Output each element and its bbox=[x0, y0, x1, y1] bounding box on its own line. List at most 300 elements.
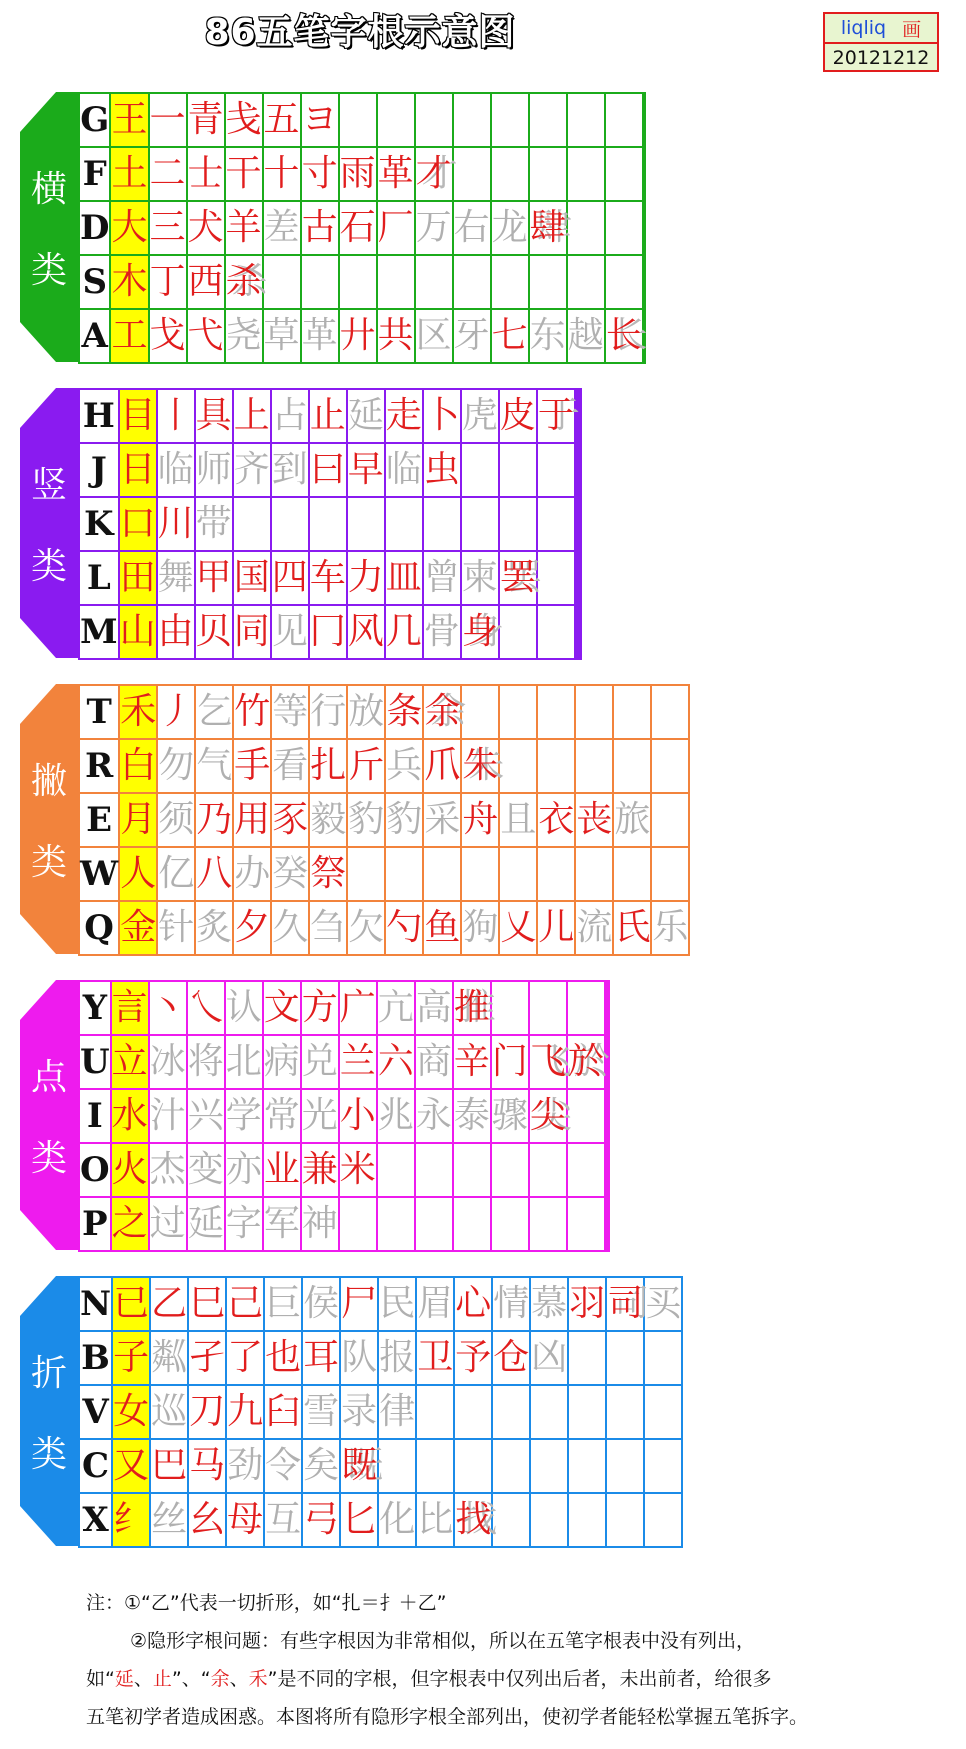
radical-cell: 共 bbox=[377, 309, 415, 363]
empty-cell bbox=[492, 1385, 530, 1439]
radical-cell: 师 bbox=[195, 443, 233, 497]
note-text: ”是不同的字根，但字根表中仅列出后者，未出前者，给很多 bbox=[267, 1668, 772, 1690]
radical-cell: 放 bbox=[347, 685, 385, 739]
key-main-radical: 言 bbox=[111, 981, 149, 1035]
radical-cell: 幺 bbox=[188, 1493, 226, 1547]
key-row-y bbox=[79, 981, 609, 1035]
radical-cell: 临 bbox=[157, 443, 195, 497]
radical-cell: 雨 bbox=[339, 147, 377, 201]
radical-cell: 炙 bbox=[195, 901, 233, 955]
author-date: 20121212 bbox=[832, 47, 930, 69]
key-letter: Y bbox=[79, 981, 111, 1035]
empty-cell bbox=[461, 497, 499, 551]
key-main-radical: 土 bbox=[110, 147, 148, 201]
radical-cell: 推 bbox=[453, 981, 491, 1035]
empty-cell bbox=[606, 1493, 644, 1547]
radical-cell: 舟 bbox=[461, 793, 499, 847]
empty-cell bbox=[491, 93, 529, 147]
radical-cell: 须 bbox=[157, 793, 195, 847]
radical-cell: 八 bbox=[195, 847, 233, 901]
section-label-char: 类 bbox=[30, 250, 67, 291]
section-grid bbox=[78, 684, 690, 956]
radical-cell: 常 bbox=[263, 1089, 301, 1143]
radical-cell: ヨ bbox=[301, 93, 339, 147]
section-label-char: 折 bbox=[30, 1353, 67, 1394]
empty-cell bbox=[575, 739, 613, 793]
radical-cell: 兆 bbox=[377, 1089, 415, 1143]
note-line-4: 五笔初学者造成困惑。本图将所有隐形字根全部列出，使初学者能轻松掌握五笔拆字。 bbox=[86, 1706, 809, 1728]
radical-cell: 等 bbox=[271, 685, 309, 739]
empty-cell bbox=[643, 147, 645, 201]
key-letter: I bbox=[79, 1089, 111, 1143]
key-letter: V bbox=[79, 1385, 112, 1439]
radical-cell: 七 bbox=[491, 309, 529, 363]
section-label-char: 类 bbox=[30, 546, 67, 587]
radical-cell: 乃 bbox=[195, 793, 233, 847]
empty-cell bbox=[643, 93, 645, 147]
radical-cell: 久 bbox=[271, 901, 309, 955]
radical-cell: 门 bbox=[491, 1035, 529, 1089]
radical-cell: 到 bbox=[271, 443, 309, 497]
radical-cell: 广 bbox=[339, 981, 377, 1035]
radical-cell: 行 bbox=[309, 685, 347, 739]
radical-cell: 心 bbox=[454, 1277, 492, 1331]
radical-cell: 眉 bbox=[416, 1277, 454, 1331]
radical-cell: 见 bbox=[271, 605, 309, 659]
key-letter: T bbox=[79, 685, 119, 739]
radical-cell: 令 bbox=[264, 1439, 302, 1493]
empty-cell bbox=[537, 551, 575, 605]
radical-cell: 商 bbox=[415, 1035, 453, 1089]
empty-cell bbox=[568, 1385, 606, 1439]
radical-cell: 慕 bbox=[530, 1277, 568, 1331]
empty-cell bbox=[607, 1197, 609, 1251]
key-row-d bbox=[79, 201, 645, 255]
radical-cell: 川 bbox=[157, 497, 195, 551]
radical-cell: 于 bbox=[537, 389, 575, 443]
key-letter: C bbox=[79, 1439, 112, 1493]
radical-cell: 侯 bbox=[302, 1277, 340, 1331]
note-line-2: ②隐形字根问题：有些字根因为非常相似，所以在五笔字根表中没有列出， bbox=[130, 1630, 756, 1652]
radical-cell: 亢 bbox=[377, 981, 415, 1035]
radical-cell: 弋 bbox=[187, 309, 225, 363]
empty-cell bbox=[644, 1385, 682, 1439]
key-letter: X bbox=[79, 1493, 112, 1547]
empty-cell bbox=[492, 1439, 530, 1493]
empty-cell bbox=[529, 1197, 567, 1251]
empty-cell bbox=[606, 1385, 644, 1439]
radical-cell: 军 bbox=[263, 1197, 301, 1251]
radical-cell: 队 bbox=[340, 1331, 378, 1385]
radical-cell: 甲 bbox=[195, 551, 233, 605]
radical-cell: 粼 bbox=[150, 1331, 188, 1385]
radical-cell: 五 bbox=[263, 93, 301, 147]
key-row-s bbox=[79, 255, 645, 309]
radical-cell: 朱 bbox=[461, 739, 499, 793]
radical-cell: 龙 bbox=[491, 201, 529, 255]
empty-cell bbox=[499, 443, 537, 497]
radical-cell: 乐 bbox=[651, 901, 689, 955]
empty-cell bbox=[339, 1197, 377, 1251]
key-letter: S bbox=[79, 255, 110, 309]
radical-cell: 石 bbox=[339, 201, 377, 255]
radical-cell: 长 bbox=[605, 309, 643, 363]
radical-cell: 早 bbox=[347, 443, 385, 497]
key-main-radical: 金 bbox=[119, 901, 157, 955]
empty-cell bbox=[499, 685, 537, 739]
empty-cell bbox=[339, 255, 377, 309]
radical-cell: 丧 bbox=[575, 793, 613, 847]
radical-cell: 占 bbox=[271, 389, 309, 443]
radical-cell: 鱼 bbox=[423, 901, 461, 955]
key-row-l bbox=[79, 551, 581, 605]
key-letter: A bbox=[79, 309, 110, 363]
note-line-3 bbox=[86, 1660, 946, 1698]
empty-cell bbox=[537, 847, 575, 901]
radical-cell: 羽 bbox=[568, 1277, 606, 1331]
radical-cell: 律 bbox=[378, 1385, 416, 1439]
key-main-radical: 立 bbox=[111, 1035, 149, 1089]
empty-cell bbox=[567, 93, 605, 147]
radical-cell: 互 bbox=[264, 1493, 302, 1547]
note-line-1: 注：①“乙”代表一切折形，如“扎＝扌＋乙” bbox=[86, 1592, 447, 1614]
key-letter: K bbox=[79, 497, 119, 551]
radical-cell: 齐 bbox=[233, 443, 271, 497]
page-title: 86五笔字根示意图 bbox=[204, 12, 516, 53]
radical-cell: 兵 bbox=[385, 739, 423, 793]
key-main-radical: 人 bbox=[119, 847, 157, 901]
radical-cell: 几 bbox=[385, 605, 423, 659]
key-main-radical: 水 bbox=[111, 1089, 149, 1143]
key-row-o bbox=[79, 1143, 609, 1197]
radical-cell: 曰 bbox=[309, 443, 347, 497]
radical-cell: 米 bbox=[339, 1143, 377, 1197]
empty-cell bbox=[567, 147, 605, 201]
radical-cell: 且 bbox=[499, 793, 537, 847]
key-main-radical: 口 bbox=[119, 497, 157, 551]
radical-cell: 越 bbox=[567, 309, 605, 363]
radical-cell: 尸 bbox=[340, 1277, 378, 1331]
radical-cell: 走 bbox=[385, 389, 423, 443]
radical-cell: 右 bbox=[453, 201, 491, 255]
empty-cell bbox=[499, 739, 537, 793]
radical-cell: 止 bbox=[309, 389, 347, 443]
empty-cell bbox=[491, 147, 529, 201]
radical-cell: 勺 bbox=[385, 901, 423, 955]
radical-cell: 予 bbox=[454, 1331, 492, 1385]
radical-cell: 泰 bbox=[453, 1089, 491, 1143]
key-row-f bbox=[79, 147, 645, 201]
radical-cell: 革 bbox=[301, 309, 339, 363]
empty-cell bbox=[454, 1385, 492, 1439]
empty-cell bbox=[347, 497, 385, 551]
radical-cell: 耳 bbox=[302, 1331, 340, 1385]
note-highlight: 延 bbox=[114, 1668, 134, 1690]
section-label bbox=[20, 1000, 78, 1230]
empty-cell bbox=[453, 93, 491, 147]
empty-cell bbox=[607, 981, 609, 1035]
empty-cell bbox=[579, 389, 581, 443]
radical-cell: 情 bbox=[492, 1277, 530, 1331]
section-grid bbox=[78, 388, 582, 660]
radical-cell: 爪 bbox=[423, 739, 461, 793]
empty-cell bbox=[453, 147, 491, 201]
radical-cell: 比 bbox=[416, 1493, 454, 1547]
radical-cell: 方 bbox=[301, 981, 339, 1035]
empty-cell bbox=[644, 1439, 682, 1493]
radical-cell: 羊 bbox=[225, 201, 263, 255]
radical-cell: 母 bbox=[226, 1493, 264, 1547]
radical-cell: 条 bbox=[385, 685, 423, 739]
key-row-x bbox=[79, 1493, 682, 1547]
empty-cell bbox=[607, 1035, 609, 1089]
radical-cell: 找 bbox=[454, 1493, 492, 1547]
empty-cell bbox=[579, 443, 581, 497]
empty-cell bbox=[415, 1197, 453, 1251]
note-text: 如“ bbox=[86, 1668, 115, 1690]
empty-cell bbox=[530, 1493, 568, 1547]
radical-cell: 气 bbox=[195, 739, 233, 793]
empty-cell bbox=[491, 1197, 529, 1251]
empty-cell bbox=[263, 255, 301, 309]
radical-cell: 贝 bbox=[195, 605, 233, 659]
radical-cell: 辛 bbox=[453, 1035, 491, 1089]
key-letter: N bbox=[79, 1277, 112, 1331]
empty-cell bbox=[233, 497, 271, 551]
radical-cell: 草 bbox=[263, 309, 301, 363]
radical-cell: 兴 bbox=[187, 1089, 225, 1143]
radical-cell: 文 bbox=[263, 981, 301, 1035]
empty-cell bbox=[271, 497, 309, 551]
radical-cell: 国 bbox=[233, 551, 271, 605]
radical-cell: 巨 bbox=[264, 1277, 302, 1331]
empty-cell bbox=[529, 1143, 567, 1197]
radical-cell: 三 bbox=[149, 201, 187, 255]
empty-cell bbox=[567, 1197, 605, 1251]
radical-cell: 延 bbox=[347, 389, 385, 443]
radical-cell: 儿 bbox=[537, 901, 575, 955]
empty-cell bbox=[377, 93, 415, 147]
radical-cell: 冰 bbox=[149, 1035, 187, 1089]
empty-cell bbox=[385, 847, 423, 901]
empty-cell bbox=[415, 1143, 453, 1197]
radical-cell: 风 bbox=[347, 605, 385, 659]
radical-cell: 兼 bbox=[301, 1143, 339, 1197]
radical-cell: 认 bbox=[225, 981, 263, 1035]
empty-cell bbox=[454, 1439, 492, 1493]
radical-cell: 马 bbox=[188, 1439, 226, 1493]
radical-cell: 癸 bbox=[271, 847, 309, 901]
radical-cell: 卜 bbox=[423, 389, 461, 443]
radical-cell: 飞 bbox=[529, 1035, 567, 1089]
radical-cell: 丶 bbox=[149, 981, 187, 1035]
radical-cell: 曾 bbox=[423, 551, 461, 605]
radical-cell: 乞 bbox=[195, 685, 233, 739]
note-text: ”、“ bbox=[171, 1668, 211, 1690]
empty-cell bbox=[499, 605, 537, 659]
empty-cell bbox=[385, 497, 423, 551]
empty-cell bbox=[605, 255, 643, 309]
radical-cell: 虫 bbox=[423, 443, 461, 497]
key-letter: O bbox=[79, 1143, 111, 1197]
key-letter: L bbox=[79, 551, 119, 605]
empty-cell bbox=[613, 847, 651, 901]
empty-cell bbox=[579, 551, 581, 605]
key-letter: W bbox=[79, 847, 119, 901]
section-label-char: 横 bbox=[30, 169, 67, 210]
radical-cell: 北 bbox=[225, 1035, 263, 1089]
radical-cell: 凶 bbox=[530, 1331, 568, 1385]
radical-cell: 丁 bbox=[149, 255, 187, 309]
radical-cell: 劲 bbox=[226, 1439, 264, 1493]
empty-cell bbox=[301, 255, 339, 309]
empty-cell bbox=[461, 443, 499, 497]
radical-cell: 旅 bbox=[613, 793, 651, 847]
radical-cell: 办 bbox=[233, 847, 271, 901]
radical-cell: 勿 bbox=[157, 739, 195, 793]
section-label bbox=[20, 408, 78, 638]
radical-cell: 由 bbox=[157, 605, 195, 659]
radical-cell: 丨 bbox=[157, 389, 195, 443]
empty-cell bbox=[651, 739, 689, 793]
radical-cell: 臼 bbox=[264, 1385, 302, 1439]
radical-cell: 四 bbox=[271, 551, 309, 605]
empty-cell bbox=[568, 1439, 606, 1493]
radical-cell: 戈 bbox=[149, 309, 187, 363]
radical-cell: 刀 bbox=[188, 1385, 226, 1439]
empty-cell bbox=[651, 793, 689, 847]
radical-cell: 雪 bbox=[302, 1385, 340, 1439]
radical-cell: 学 bbox=[225, 1089, 263, 1143]
empty-cell bbox=[643, 255, 645, 309]
empty-cell bbox=[491, 1143, 529, 1197]
empty-cell bbox=[453, 1143, 491, 1197]
empty-cell bbox=[416, 1385, 454, 1439]
key-letter: J bbox=[79, 443, 119, 497]
empty-cell bbox=[491, 255, 529, 309]
radical-cell: 十 bbox=[263, 147, 301, 201]
radical-cell: 虎 bbox=[461, 389, 499, 443]
key-letter: Q bbox=[79, 901, 119, 955]
radical-cell: 二 bbox=[149, 147, 187, 201]
note-highlight: 禾 bbox=[248, 1668, 268, 1690]
empty-cell bbox=[606, 1439, 644, 1493]
empty-cell bbox=[568, 1331, 606, 1385]
section-label bbox=[20, 704, 78, 934]
empty-cell bbox=[529, 981, 567, 1035]
empty-cell bbox=[607, 1089, 609, 1143]
empty-cell bbox=[530, 1385, 568, 1439]
radical-cell: 巡 bbox=[150, 1385, 188, 1439]
radical-cell: 骤 bbox=[491, 1089, 529, 1143]
key-row-p bbox=[79, 1197, 609, 1251]
empty-cell bbox=[568, 1493, 606, 1547]
radical-cell: 了 bbox=[226, 1331, 264, 1385]
radical-cell: 才 bbox=[415, 147, 453, 201]
empty-cell bbox=[613, 685, 651, 739]
key-row-v bbox=[79, 1385, 682, 1439]
radical-cell: 东 bbox=[529, 309, 567, 363]
key-row-c bbox=[79, 1439, 682, 1493]
radical-cell: 也 bbox=[264, 1331, 302, 1385]
radical-cell: 皿 bbox=[385, 551, 423, 605]
key-row-r bbox=[79, 739, 689, 793]
radical-cell: 丿 bbox=[157, 685, 195, 739]
section-grid bbox=[78, 1276, 683, 1548]
key-letter: F bbox=[79, 147, 110, 201]
radical-cell: 尖 bbox=[529, 1089, 567, 1143]
radical-cell: 具 bbox=[195, 389, 233, 443]
radical-cell: 临 bbox=[385, 443, 423, 497]
empty-cell bbox=[423, 497, 461, 551]
empty-cell bbox=[537, 497, 575, 551]
empty-cell bbox=[644, 1331, 682, 1385]
radical-cell: 祭 bbox=[309, 847, 347, 901]
empty-cell bbox=[377, 1143, 415, 1197]
radical-cell: 兑 bbox=[301, 1035, 339, 1089]
radical-cell: 仓 bbox=[492, 1331, 530, 1385]
key-main-radical: 纟 bbox=[112, 1493, 150, 1547]
empty-cell bbox=[461, 847, 499, 901]
empty-cell bbox=[377, 255, 415, 309]
key-main-radical: 子 bbox=[112, 1331, 150, 1385]
empty-cell bbox=[567, 981, 605, 1035]
radical-cell: 戋 bbox=[225, 93, 263, 147]
empty-cell bbox=[529, 93, 567, 147]
radical-cell: 古 bbox=[301, 201, 339, 255]
empty-cell bbox=[651, 685, 689, 739]
empty-cell bbox=[643, 201, 645, 255]
empty-cell bbox=[416, 1439, 454, 1493]
key-main-radical: 木 bbox=[110, 255, 148, 309]
radical-cell: 流 bbox=[575, 901, 613, 955]
radical-cell: 巴 bbox=[150, 1439, 188, 1493]
radical-cell: 杰 bbox=[149, 1143, 187, 1197]
radical-cell: 巳 bbox=[188, 1277, 226, 1331]
key-main-radical: 白 bbox=[119, 739, 157, 793]
radical-cell: 带 bbox=[195, 497, 233, 551]
empty-cell bbox=[651, 847, 689, 901]
radical-cell: 舞 bbox=[157, 551, 195, 605]
radical-cell: 牙 bbox=[453, 309, 491, 363]
key-letter: B bbox=[79, 1331, 112, 1385]
radical-cell: 高 bbox=[415, 981, 453, 1035]
radical-cell: 罢 bbox=[499, 551, 537, 605]
radical-cell: 报 bbox=[378, 1331, 416, 1385]
key-row-q bbox=[79, 901, 689, 955]
key-row-k bbox=[79, 497, 581, 551]
key-row-u bbox=[79, 1035, 609, 1089]
empty-cell bbox=[567, 201, 605, 255]
radical-cell: 豕 bbox=[271, 793, 309, 847]
empty-cell bbox=[537, 739, 575, 793]
radical-cell: 乂 bbox=[499, 901, 537, 955]
radical-cell: 延 bbox=[187, 1197, 225, 1251]
key-row-a bbox=[79, 309, 645, 363]
radical-cell: 差 bbox=[263, 201, 301, 255]
key-main-radical: 月 bbox=[119, 793, 157, 847]
radical-cell: 皮 bbox=[499, 389, 537, 443]
radical-cell: 青 bbox=[187, 93, 225, 147]
radical-cell: 冂 bbox=[309, 605, 347, 659]
empty-cell bbox=[575, 685, 613, 739]
radical-cell: 永 bbox=[415, 1089, 453, 1143]
key-main-radical: 之 bbox=[111, 1197, 149, 1251]
key-row-e bbox=[79, 793, 689, 847]
radical-cell: 神 bbox=[301, 1197, 339, 1251]
key-row-b bbox=[79, 1331, 682, 1385]
radical-cell: 亦 bbox=[225, 1143, 263, 1197]
